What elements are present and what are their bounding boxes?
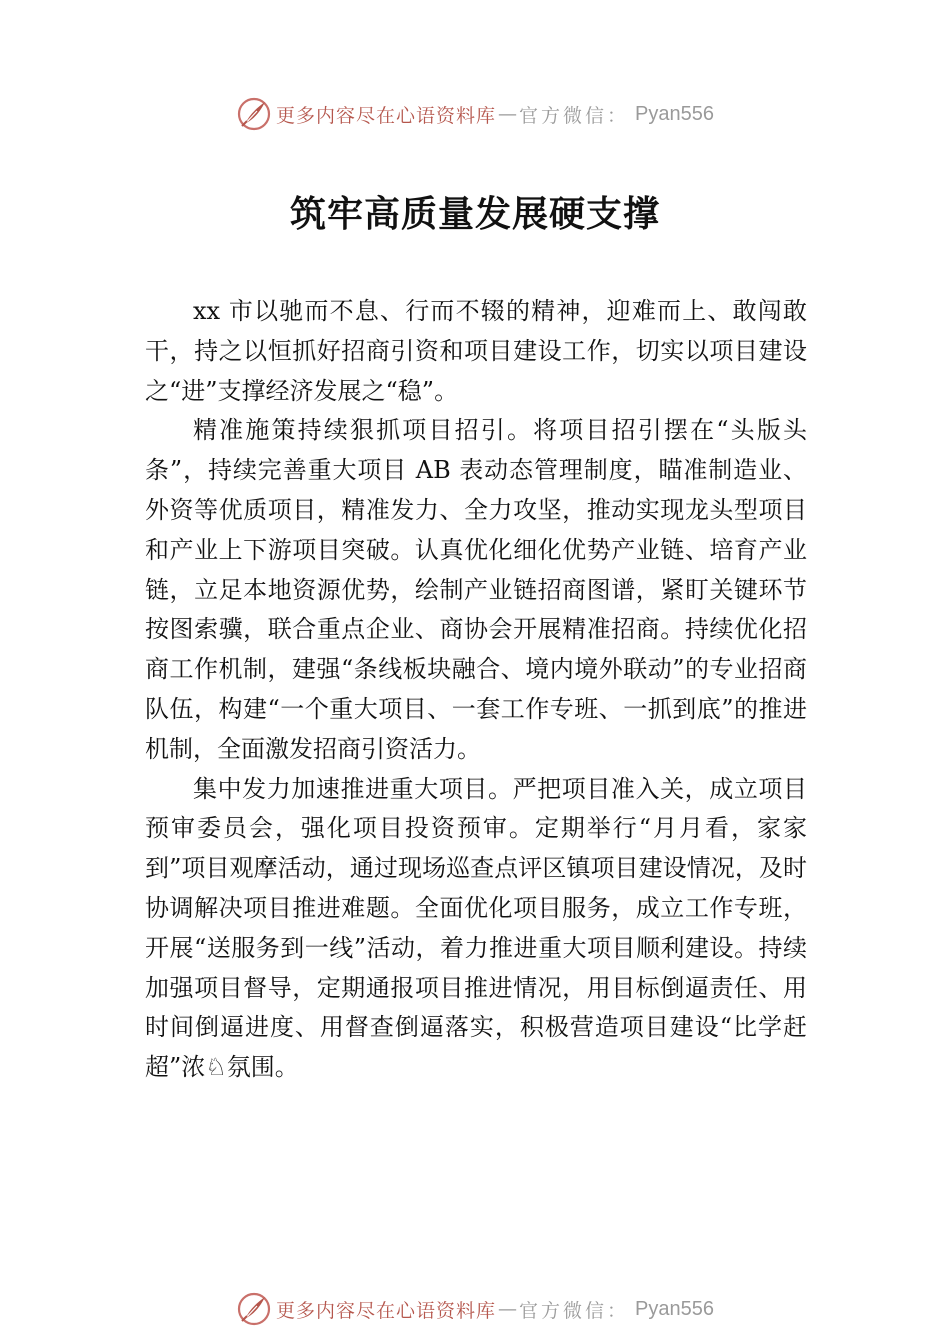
banner-wechat-label: 官方微信： [519,104,630,127]
paragraph-project-attraction: 精准施策持续狠抓项目招引。将项目招引摆在“头版头条”，持续完善重大项目 AB 表动态管理制度，瞄准制造业、外资等优质项目，精准发力、全力攻坚，推动实现龙头型项目和产业上下游项目突破。认真优化细化优势产业链、培育产业链，立足本地资源优势，绘制产业链招商图谱，紧盯关键环节按图索骥，联合重点企业、商协会开展精准招商。持续优化招商工作机制，建强“条线板块融合、境内境外联动”的专业招商队伍，构建“一个重大项目、一套工作专班、一抓到底”的推进机制，全面激发招商引资活力。 [145,416,807,763]
banner-dash: — [498,1298,518,1320]
banner-wechat-id: Pyan556 [635,102,714,125]
header-banner [0,94,950,134]
banner-wechat-label: 官方微信： [519,1299,630,1322]
quill-pen-logo-icon [236,96,272,132]
banner-wechat-id: Pyan556 [635,1297,714,1320]
paragraph-major-projects: 集中发力加速推进重大项目。严把项目准入关，成立项目预审委员会，强化项目投资预审。定期举行“月月看，家家到”项目观摩活动，通过现场巡查点评区镇项目建设情况，及时协调解决项目推进难题。全面优化项目服务，成立工作专班，开展“送服务到一线”活动，着力推进重大项目顺利建设。持续加强项目督导，定期通报项目推进情况，用目标倒逼责任、用时间倒逼进度、用督查倒逼落实，积极营造项目建设“比学赶超”浓♘氛围。 [145,774,807,1082]
paragraph-intro: xx 市以驰而不息、行而不辍的精神，迎难而上、敢闯敢干，持之以恒抓好招商引资和项目建设工作，切实以项目建设之“进”支撑经济发展之“稳”。 [145,297,807,405]
footer-banner [0,1289,950,1329]
document-title: 筑牢高质量发展硬支撑 [289,193,660,235]
banner-dash: — [498,103,518,125]
banner-library-text: 更多内容尽在心语资料库 [276,104,497,127]
document-body [145,292,807,1088]
quill-pen-logo-icon [236,1291,272,1327]
banner-library-text: 更多内容尽在心语资料库 [276,1299,497,1322]
